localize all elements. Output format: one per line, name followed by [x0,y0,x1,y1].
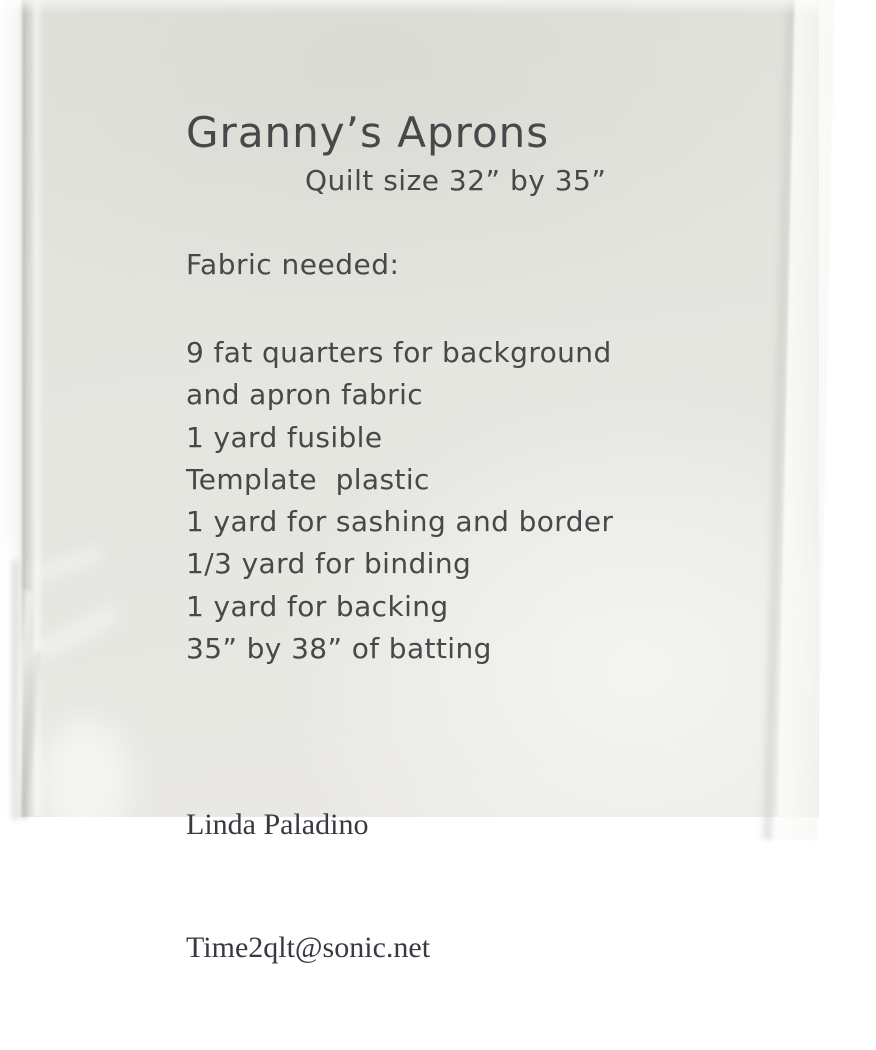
quilt-size-subtitle: Quilt size 32” by 35” [305,164,607,197]
material-line: and apron fabric [186,378,424,412]
material-line: 35” by 38” of batting [186,632,492,666]
material-line: 1/3 yard for binding [186,547,472,581]
material-line: 1 yard for backing [186,589,449,623]
fabric-needed-heading: Fabric needed: [186,248,400,281]
material-line: 1 yard for sashing and border [186,505,614,539]
designer-name: Linda Paladino [186,808,369,841]
material-line: 1 yard fusible [186,420,383,454]
pattern-title: Granny’s Aprons [186,108,550,157]
material-line: Template plastic [186,462,430,496]
contact-email: Time2qlt@sonic.net [186,931,431,964]
bag-wrinkle-shade [12,560,18,820]
credits-block [186,722,430,1050]
bag-wrinkle-highlight [40,720,130,840]
materials-list [186,332,613,670]
bag-top-highlight [0,0,819,14]
material-line: 9 fat quarters for background [186,336,612,369]
